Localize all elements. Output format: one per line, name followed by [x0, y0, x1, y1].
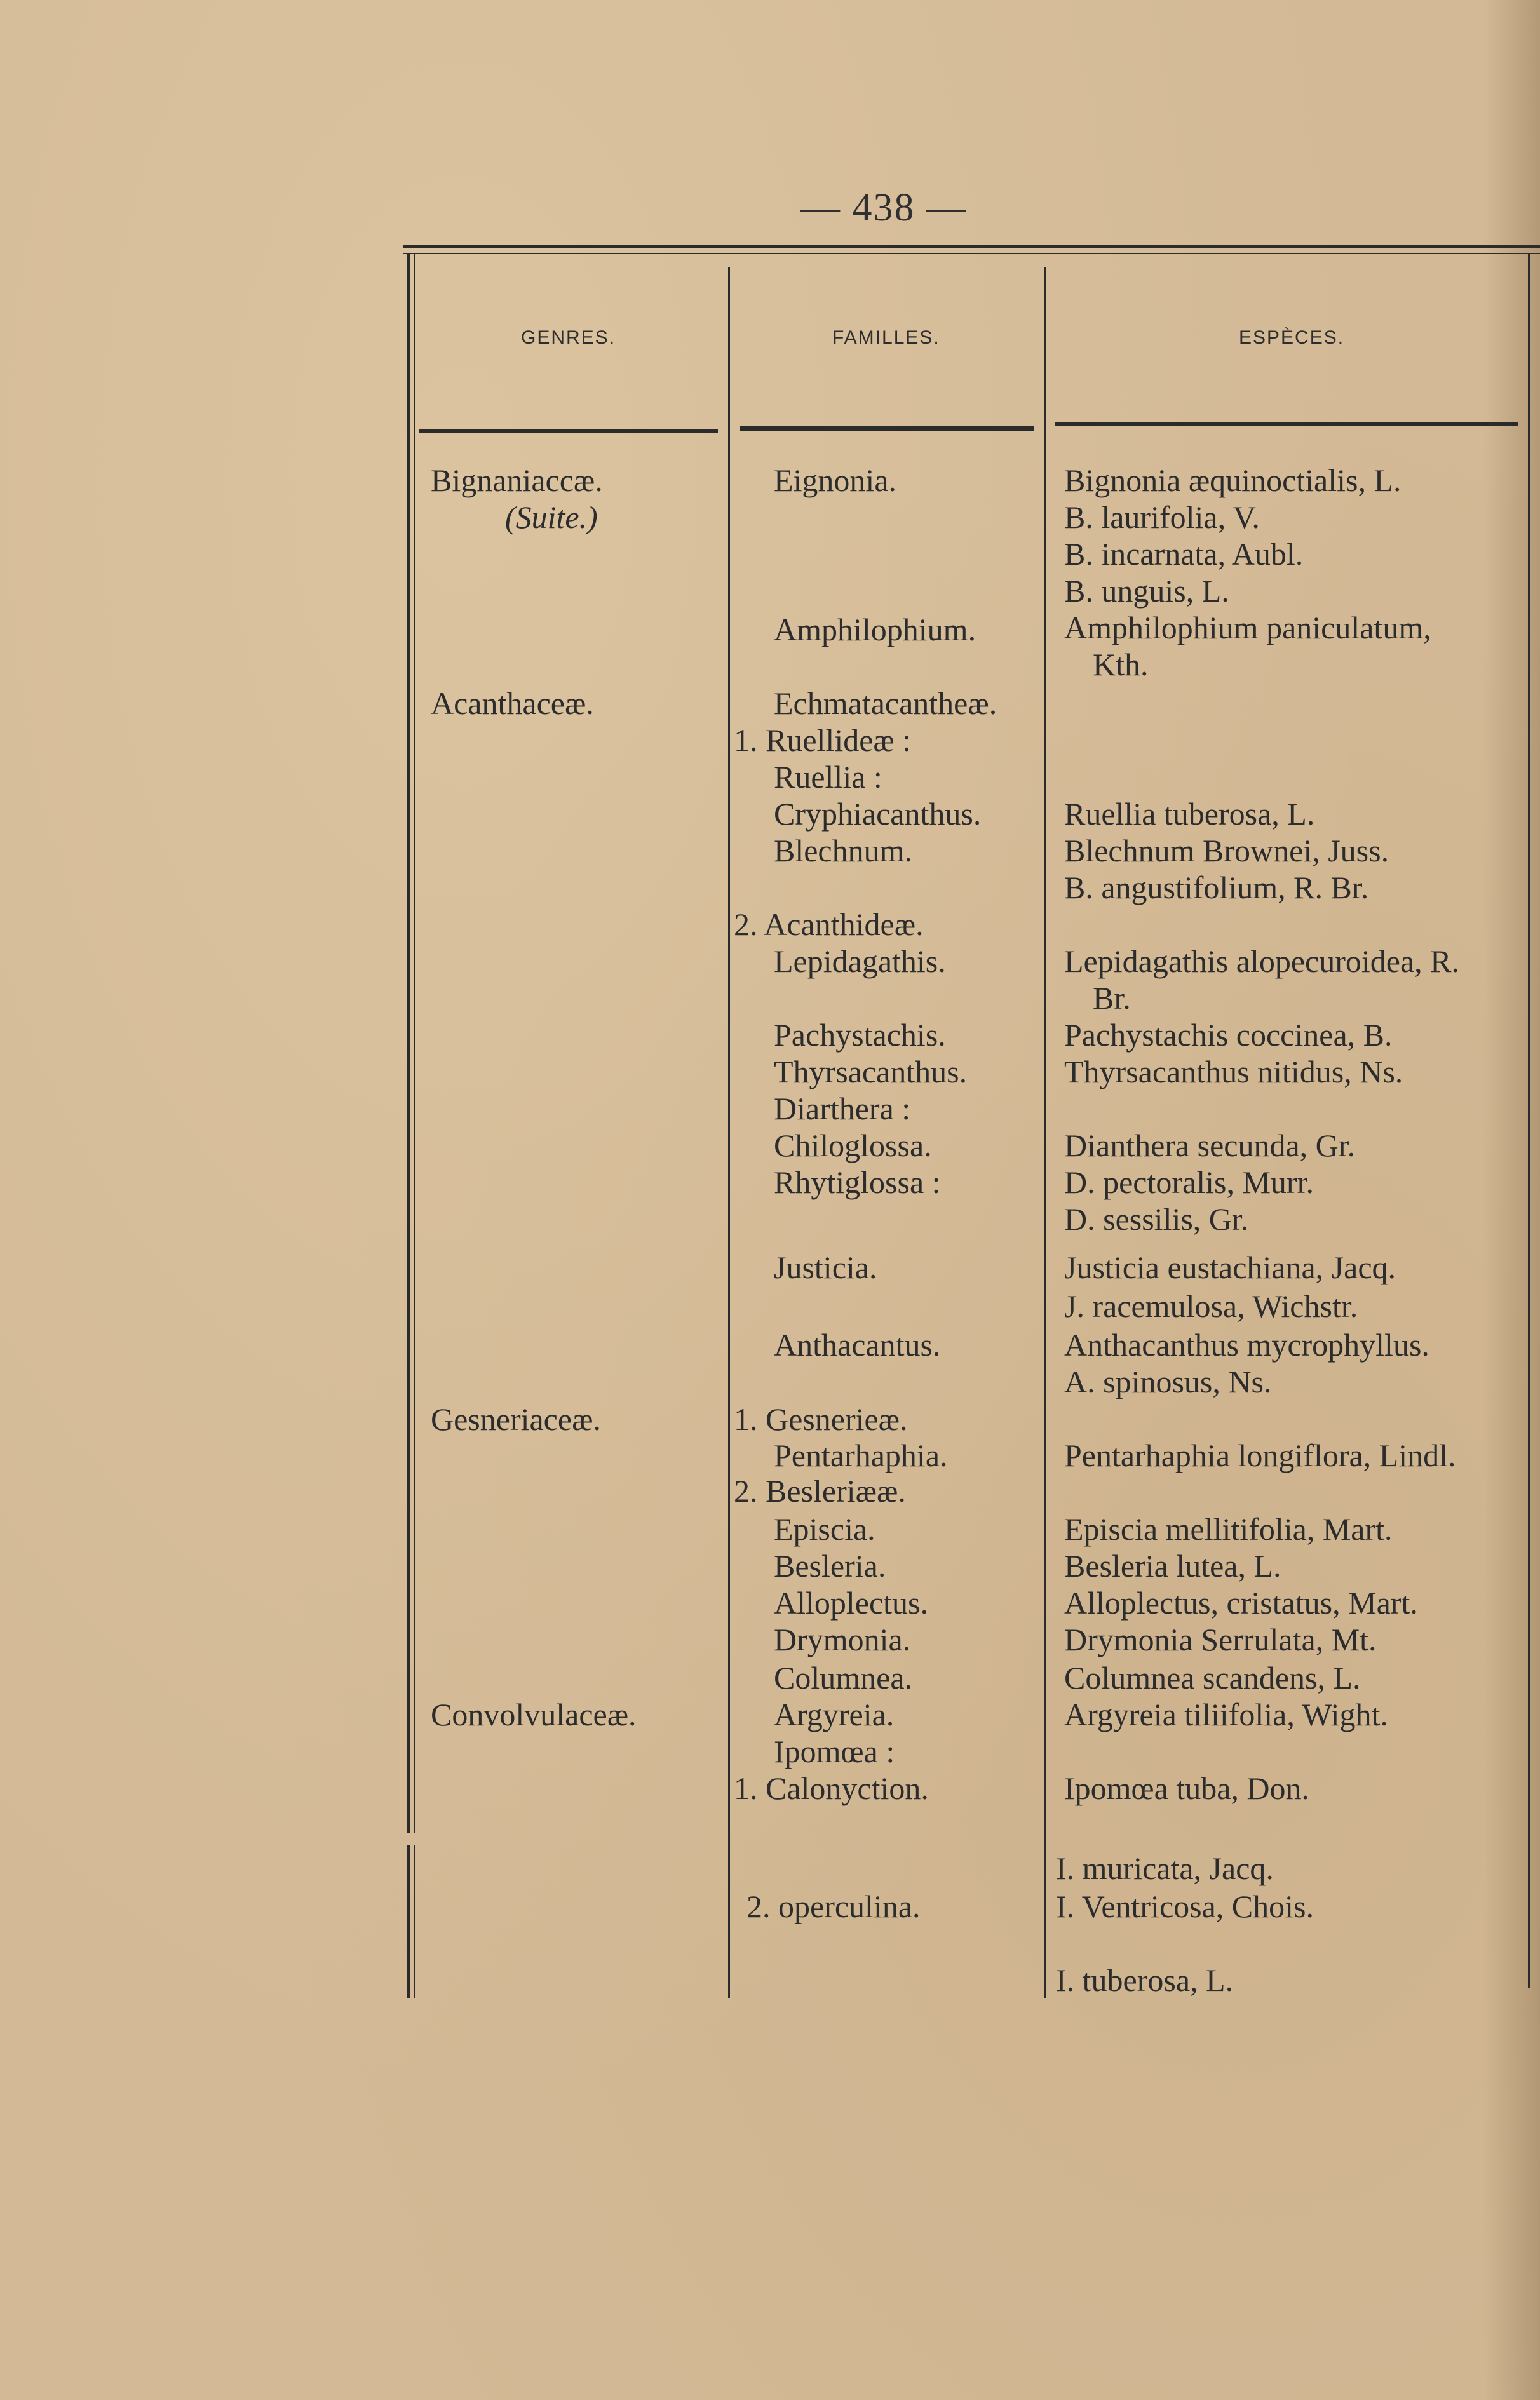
famille-entry: Pachystachis.	[774, 1017, 946, 1053]
genre-convolvulaceae: Convolvulaceæ.	[431, 1697, 637, 1732]
famille-entry: Besleria.	[774, 1548, 886, 1584]
famille-entry: 2. Acanthideæ.	[734, 907, 924, 942]
famille-entry: 1. Gesnerieæ.	[734, 1401, 908, 1437]
espece-entry: Alloplectus, cristatus, Mart.	[1064, 1585, 1418, 1621]
genre-acanthaceae: Acanthaceæ.	[431, 685, 594, 721]
famille-entry: 1. Ruellideæ :	[734, 722, 912, 758]
espece-entry: J. racemulosa, Wichstr.	[1064, 1288, 1358, 1324]
espece-entry: I. tuberosa, L.	[1056, 1962, 1234, 1998]
espece-entry: Episcia mellitifolia, Mart.	[1064, 1511, 1393, 1547]
column-divider-1	[728, 267, 730, 1998]
famille-entry: Ipomœa :	[774, 1734, 895, 1769]
famille-entry: Eignonia.	[774, 462, 897, 498]
famille-entry: Pentarhaphia.	[774, 1438, 948, 1473]
famille-entry: Columnea.	[774, 1660, 913, 1696]
espece-entry: I. Ventricosa, Chois.	[1056, 1889, 1314, 1924]
famille-entry: 2. operculina.	[746, 1889, 921, 1924]
espece-entry: Br.	[1093, 980, 1131, 1016]
famille-entry: 2. Besleriææ.	[734, 1473, 906, 1509]
espece-entry: D. pectoralis, Murr.	[1064, 1164, 1314, 1200]
famille-entry: Chiloglossa.	[774, 1128, 932, 1163]
famille-entry: Blechnum.	[774, 833, 913, 868]
espece-entry: Drymonia Serrulata, Mt.	[1064, 1622, 1377, 1657]
table-right-border	[1528, 254, 1530, 1988]
famille-entry: Argyreia.	[774, 1697, 895, 1732]
espece-entry: B. laurifolia, V.	[1064, 499, 1260, 535]
table-left-border-lower	[407, 1845, 410, 1998]
header-rule-familles	[740, 426, 1034, 431]
famille-entry: Amphilophium.	[774, 612, 976, 647]
espece-entry: Kth.	[1093, 647, 1149, 682]
famille-entry: Ruellia :	[774, 759, 882, 795]
espece-entry: Thyrsacanthus nitidus, Ns.	[1064, 1054, 1403, 1089]
espece-entry: B. unguis, L.	[1064, 573, 1229, 609]
espece-entry: Amphilophium paniculatum,	[1064, 610, 1431, 645]
page-edge-shadow	[1483, 0, 1540, 2400]
genre-bignoniaceae-suite: (Suite.)	[505, 499, 598, 535]
column-header-familles: FAMILLES.	[832, 327, 940, 348]
espece-entry: A. spinosus, Ns.	[1064, 1364, 1272, 1399]
page-number: — 438 —	[800, 186, 967, 229]
top-rule-inner	[403, 253, 1540, 254]
espece-entry: I. muricata, Jacq.	[1056, 1851, 1274, 1886]
espece-entry: B. angustifolium, R. Br.	[1064, 870, 1369, 905]
espece-entry: Argyreia tiliifolia, Wight.	[1064, 1697, 1388, 1732]
espece-entry: Ruellia tuberosa, L.	[1064, 796, 1315, 832]
famille-entry: Drymonia.	[774, 1622, 911, 1657]
famille-entry: Lepidagathis.	[774, 943, 946, 979]
header-rule-genres	[419, 429, 718, 433]
famille-entry: Anthacantus.	[774, 1327, 941, 1363]
column-divider-2	[1044, 267, 1046, 1998]
famille-entry: Alloplectus.	[774, 1585, 929, 1621]
column-header-genres: GENRES.	[521, 327, 616, 348]
top-rule	[403, 245, 1540, 248]
espece-entry: Lepidagathis alopecuroidea, R.	[1064, 943, 1459, 979]
famille-entry: Thyrsacanthus.	[774, 1054, 968, 1089]
famille-entry: Echmatacantheæ.	[774, 685, 997, 721]
famille-entry: Diarthera :	[774, 1091, 911, 1126]
table-left-border-lower-inner	[414, 1845, 415, 1998]
famille-entry: Rhytiglossa :	[774, 1164, 941, 1200]
espece-entry: B. incarnata, Aubl.	[1064, 536, 1304, 572]
famille-entry: Cryphiacanthus.	[774, 796, 982, 832]
espece-entry: D. sessilis, Gr.	[1064, 1201, 1249, 1237]
espece-entry: Besleria lutea, L.	[1064, 1548, 1281, 1584]
famille-entry: Episcia.	[774, 1511, 875, 1547]
header-rule-especes	[1055, 422, 1518, 426]
espece-entry: Pentarhaphia longiflora, Lindl.	[1064, 1438, 1456, 1473]
genre-bignoniaceae: Bignaniaccæ.	[431, 462, 603, 498]
espece-entry: Bignonia æquinoctialis, L.	[1064, 462, 1402, 498]
espece-entry: Blechnum Brownei, Juss.	[1064, 833, 1389, 868]
table-left-border-inner	[414, 254, 415, 1833]
table-left-border	[407, 254, 410, 1833]
espece-entry: Columnea scandens, L.	[1064, 1660, 1361, 1696]
espece-entry: Dianthera secunda, Gr.	[1064, 1128, 1356, 1163]
espece-entry: Pachystachis coccinea, B.	[1064, 1017, 1393, 1053]
famille-entry: Justicia.	[774, 1250, 877, 1285]
espece-entry: Ipomœa tuba, Don.	[1064, 1770, 1310, 1806]
espece-entry: Justicia eustachiana, Jacq.	[1064, 1250, 1396, 1285]
genre-gesneriaceae: Gesneriaceæ.	[431, 1401, 601, 1437]
famille-entry: 1. Calonyction.	[734, 1770, 929, 1806]
espece-entry: Anthacanthus mycrophyllus.	[1064, 1327, 1429, 1363]
column-header-especes: ESPÈCES.	[1239, 327, 1345, 348]
